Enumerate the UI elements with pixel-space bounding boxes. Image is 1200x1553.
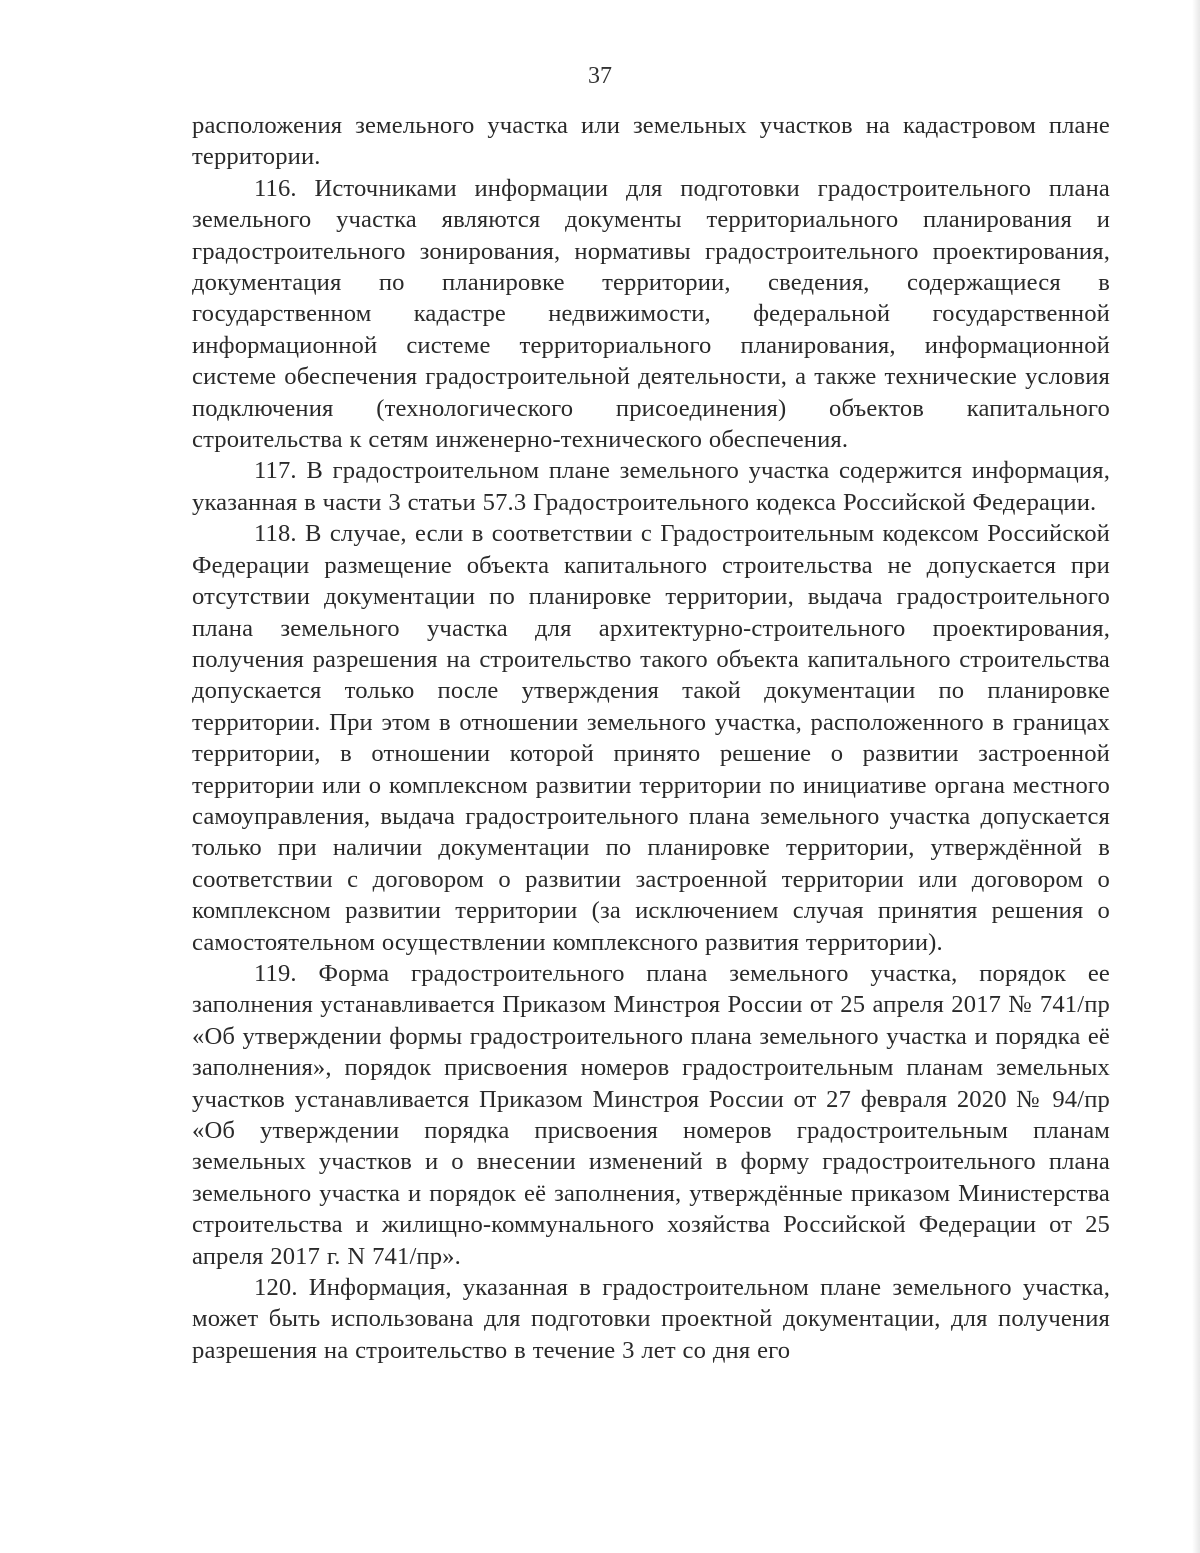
paragraph-116: 116. Источниками информации для подготовки градостроительного плана земельного участка являются документы территориального планирования и градостроительного зонирования, нормативы градостроительного проектирования, документация по планировке территории, сведения, содержащиеся в государственном кадастре недвижимости, федеральной государственной информационной системе территориального планирования, информационной системе обеспечения градостроительной деятельности, а также технические условия подключения (технологического присоединения) объектов капитального строительства к сетям инженерно-технического обеспечения. bbox=[192, 174, 1110, 454]
scan-edge-shadow bbox=[1192, 0, 1200, 1553]
paragraph-continuation: расположения земельного участка или земельных участков на кадастровом плане территории. bbox=[192, 112, 1110, 171]
document-body bbox=[192, 110, 1110, 1366]
paragraph-119: 119. Форма градостроительного плана земельного участка, порядок ее заполнения устанавливается Приказом Минстроя России от 25 апреля 2017 № 741/пр «Об утверждении формы градостроительного плана земельного участка и порядка её заполнения», порядок присвоения номеров градостроительным планам земельных участков устанавливается Приказом Минстроя России от 27 февраля 2020 № 94/пр «Об утверждении порядка присвоения номеров градостроительным планам земельных участков и о внесении изменений в форму градостроительного плана земельного участка и порядок её заполнения, утверждённые приказом Министерства строительства и жилищно-коммунального хозяйства Российской Федерации от 25 апреля 2017 г. N 741/пр». bbox=[192, 959, 1110, 1270]
paragraph-120: 120. Информация, указанная в градостроительном плане земельного участка, может быть использована для подготовки проектной документации, для получения разрешения на строительство в течение 3 лет со дня его bbox=[192, 1274, 1110, 1364]
page-number: 37 bbox=[588, 63, 612, 89]
paragraph-118: 118. В случае, если в соответствии с Градостроительным кодексом Российской Федерации размещение объекта капитального строительства не допускается при отсутствии документации по планировке территории, выдача градостроительного плана земельного участка для архитектурно-строительного проектирования, получения разрешения на строительство такого объекта капитального строительства допускается только после утверждения такой документации по планировке территории. При этом в отношении земельного участка, расположенного в границах территории, в отношении которой принято решение о развитии застроенной территории или о комплексном развитии территории по инициативе органа местного самоуправления, выдача градостроительного плана земельного участка допускается только при наличии документации по планировке территории, утверждённой в соответствии с договором о развитии застроенной территории или договором о комплексном развитии территории (за исключением случая принятия решения о самостоятельном осуществлении комплексного развития территории). bbox=[192, 520, 1110, 956]
paragraph-117: 117. В градостроительном плане земельного участка содержится информация, указанная в части 3 статьи 57.3 Градостроительного кодекса Российской Федерации. bbox=[192, 457, 1110, 516]
